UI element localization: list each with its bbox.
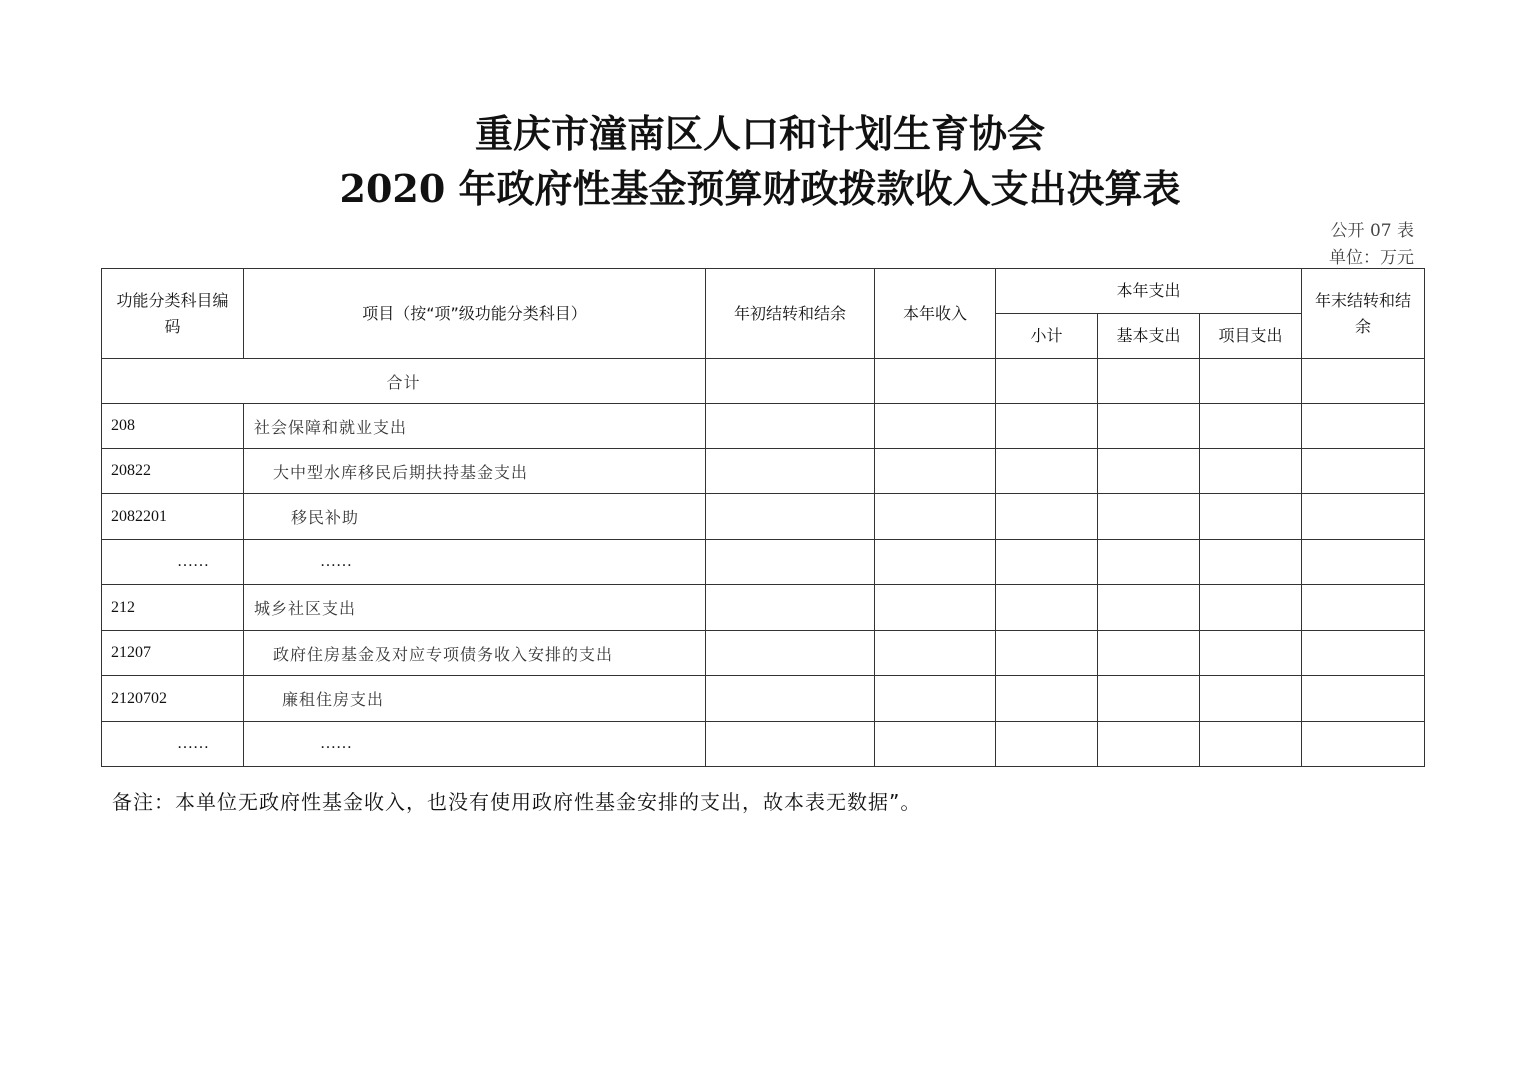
document-subtitle: 2020 年政府性基金预算财政拨款收入支出决算表 (339, 166, 1181, 211)
cell (1098, 359, 1200, 404)
header-code: 功能分类科目编码 (102, 269, 244, 359)
row-code: …… (102, 722, 244, 767)
row-name: 移民补助 (244, 494, 706, 540)
budget-table (101, 268, 1425, 767)
row-name: …… (244, 540, 706, 585)
row-name: 社会保障和就业支出 (244, 404, 706, 449)
total-label: 合计 (102, 359, 706, 404)
row-name: …… (244, 722, 706, 767)
cell (1302, 359, 1425, 404)
unit-label: 单位：万元 (1329, 248, 1414, 268)
row-code: 212 (102, 585, 244, 631)
table-row (102, 540, 1425, 585)
row-code: 2082201 (102, 494, 244, 540)
row-name: 廉租住房支出 (244, 676, 706, 722)
cell (1200, 359, 1302, 404)
header-basic-expense: 基本支出 (1098, 314, 1200, 359)
cell (706, 359, 875, 404)
row-name: 城乡社区支出 (244, 585, 706, 631)
table-row (102, 676, 1425, 722)
row-code: 21207 (102, 631, 244, 676)
table-row (102, 585, 1425, 631)
header-income: 本年收入 (875, 269, 996, 359)
table-row (102, 494, 1425, 540)
header-item: 项目（按“项”级功能分类科目） (244, 269, 706, 359)
footnote: 备注：本单位无政府性基金收入，也没有使用政府性基金安排的支出，故本表无数据”。 (112, 790, 922, 814)
header-opening-balance: 年初结转和结余 (706, 269, 875, 359)
table-row (102, 722, 1425, 767)
row-code: 20822 (102, 449, 244, 494)
cell (875, 359, 996, 404)
row-code: …… (102, 540, 244, 585)
table-row (102, 631, 1425, 676)
cell (996, 359, 1098, 404)
row-name: 政府住房基金及对应专项债务收入安排的支出 (244, 631, 706, 676)
header-closing-balance: 年末结转和结余 (1302, 269, 1425, 359)
row-name: 大中型水库移民后期扶持基金支出 (244, 449, 706, 494)
total-row (102, 359, 1425, 404)
table-row (102, 404, 1425, 449)
header-subtotal: 小计 (996, 314, 1098, 359)
form-number: 公开 07 表 (1330, 221, 1414, 241)
table-row (102, 449, 1425, 494)
document-title: 重庆市潼南区人口和计划生育协会 (474, 111, 1045, 156)
row-code: 2120702 (102, 676, 244, 722)
header-project-expense: 项目支出 (1200, 314, 1302, 359)
row-code: 208 (102, 404, 244, 449)
header-expense: 本年支出 (996, 269, 1302, 314)
